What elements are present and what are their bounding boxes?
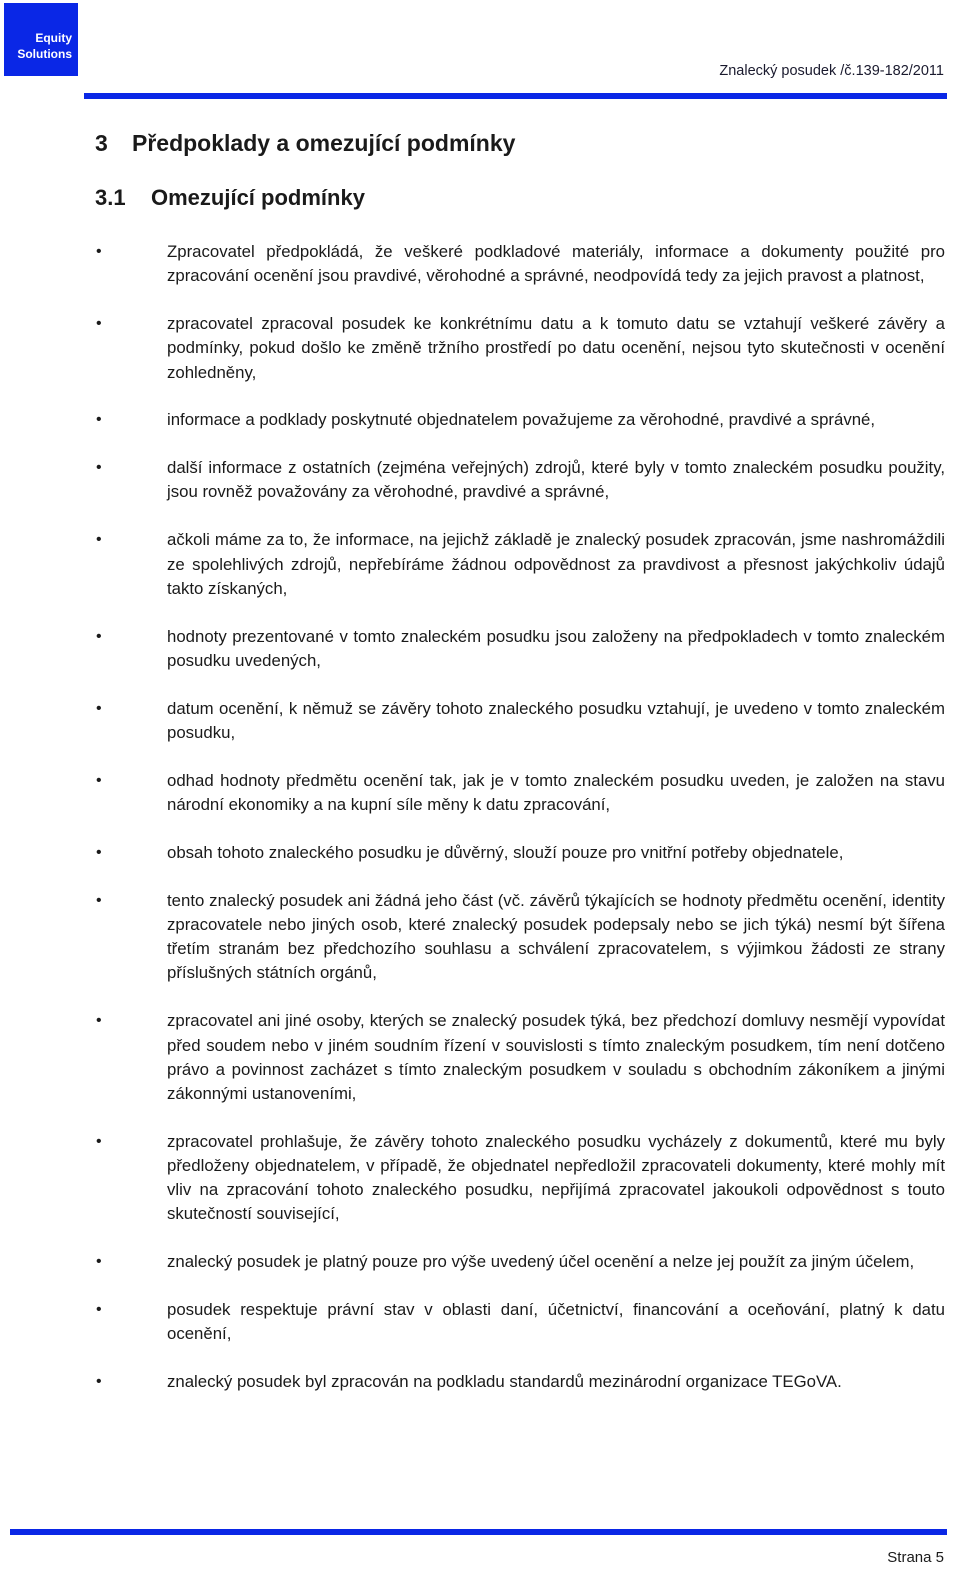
- list-item: [0, 1370, 960, 1394]
- footer-divider: [10, 1529, 947, 1535]
- bullet-icon: •: [96, 771, 102, 789]
- page-number: Strana 5: [887, 1549, 944, 1566]
- list-item-text: tento znalecký posudek ani žádná jeho část (vč. závěrů týkajících se hodnoty předmětu ocenění, identity zpracovatele nebo jiných osob, které znalecký posudek podepsaly nebo se jich týká) nesmí být šířena třetím stranám bez předchozího souhlasu a schválení zpracovatelem, s výjimkou žádosti ze strany příslušných státních orgánů,: [167, 890, 945, 983]
- chapter-number: 3: [95, 130, 108, 156]
- bullet-icon: •: [96, 699, 102, 717]
- logo-line-1: Equity: [35, 30, 72, 45]
- list-item-text: hodnoty prezentované v tomto znaleckém posudku jsou založeny na předpokladech v tomto znaleckém posudku uvedených,: [167, 626, 945, 670]
- conditions-list: [0, 240, 960, 1418]
- header-divider: [84, 93, 947, 99]
- chapter-title: Předpoklady a omezující podmínky: [132, 130, 516, 156]
- list-item: [0, 1009, 960, 1106]
- bullet-icon: •: [96, 531, 102, 549]
- list-item: [0, 1130, 960, 1227]
- bullet-icon: •: [96, 1253, 102, 1271]
- list-item-text: Zpracovatel předpokládá, že veškeré podkladové materiály, informace a dokumenty použité pro zpracování ocenění jsou pravdivé, věrohodné a správné, neodpovídá tedy za jejich pravost a platnost,: [167, 242, 945, 286]
- list-item-text: zpracovatel zpracoval posudek ke konkrétnímu datu a k tomuto datu se vztahují veškeré závěry a podmínky, pokud došlo ke změně tržního prostředí po datu ocenění, nejsou tyto skutečnosti v ocenění zohledněny,: [167, 314, 945, 382]
- section-title: Omezující podmínky: [151, 185, 365, 210]
- document-reference: Znalecký posudek /č.139-182/2011: [719, 63, 944, 79]
- list-item-text: posudek respektuje právní stav v oblasti daní, účetnictví, financování a oceňování, platný k datu ocenění,: [167, 1300, 945, 1344]
- bullet-icon: •: [96, 627, 102, 645]
- list-item: [0, 889, 960, 986]
- company-logo: [4, 3, 78, 76]
- list-item-text: další informace z ostatních (zejména veřejných) zdrojů, které byly v tomto znaleckém posudku použity, jsou rovněž považovány za věrohodné, pravdivé a správné,: [167, 458, 945, 502]
- list-item-text: zpracovatel prohlašuje, že závěry tohoto znaleckého posudku vycházely z dokumentů, které mu byly předloženy objednatelem, v případě, že objednatel nepředložil zpracovateli dokumenty, které mohly mít vliv na zpracování tohoto znaleckého posudku, nepřijímá zpracovatel jakoukoli odpovědnost s touto skutečností související,: [167, 1131, 945, 1224]
- list-item: [0, 528, 960, 601]
- list-item: [0, 1250, 960, 1274]
- bullet-icon: •: [96, 1012, 102, 1030]
- bullet-icon: •: [96, 1132, 102, 1150]
- list-item-text: odhad hodnoty předmětu ocenění tak, jak je v tomto znaleckém posudku uveden, je založen na stavu národní ekonomiky a na kupní síle měny k datu zpracování,: [167, 770, 945, 815]
- list-item-text: obsah tohoto znaleckého posudku je důvěrný, slouží pouze pro vnitřní potřeby objednatele,: [167, 842, 844, 862]
- section-number: 3.1: [95, 185, 126, 210]
- list-item: [0, 312, 960, 385]
- list-item-text: datum ocenění, k němuž se závěry tohoto znaleckého posudku vztahují, je uvedeno v tomto znaleckém posudku,: [167, 698, 945, 742]
- list-item-text: zpracovatel ani jiné osoby, kterých se znalecký posudek týká, bez předchozí domluvy nesmějí vypovídat před soudem nebo v jiném soudním řízení v souvislosti s tímto znaleckým posudkem, tím není dotčeno právo a povinnost zacházet s tímto znaleckým posudkem v souladu s obchodním zákoníkem a jinými zákonnými ustanoveními,: [167, 1011, 945, 1103]
- bullet-icon: •: [96, 411, 102, 429]
- list-item: [0, 456, 960, 504]
- list-item: [0, 625, 960, 673]
- list-item: [0, 697, 960, 745]
- list-item: [0, 408, 960, 432]
- list-item-text: ačkoli máme za to, že informace, na jejichž základě je znalecký posudek zpracován, jsme nashromáždili ze spolehlivých zdrojů, nepřebíráme žádnou odpovědnost za pravdivost a přesnost jakýchkoliv údajů takto získaných,: [167, 530, 945, 598]
- list-item-text: znalecký posudek byl zpracován na podkladu standardů mezinárodní organizace TEGoVA.: [167, 1372, 842, 1392]
- bullet-icon: •: [96, 243, 102, 260]
- bullet-icon: •: [96, 1301, 102, 1319]
- bullet-icon: •: [96, 891, 102, 909]
- logo-line-2: Solutions: [17, 46, 72, 61]
- section-heading: [95, 185, 365, 211]
- bullet-icon: •: [96, 843, 102, 861]
- list-item: [0, 240, 960, 288]
- chapter-heading: [95, 130, 515, 157]
- list-item: [0, 1298, 960, 1346]
- list-item: [0, 841, 960, 865]
- bullet-icon: •: [96, 459, 102, 477]
- bullet-icon: •: [96, 315, 102, 333]
- list-item-text: informace a podklady poskytnuté objednatelem považujeme za věrohodné, pravdivé a správné,: [167, 410, 876, 430]
- list-item-text: znalecký posudek je platný pouze pro výše uvedený účel ocenění a nelze jej použít za jiným účelem,: [167, 1252, 915, 1272]
- list-item: [0, 769, 960, 817]
- bullet-icon: •: [96, 1373, 102, 1391]
